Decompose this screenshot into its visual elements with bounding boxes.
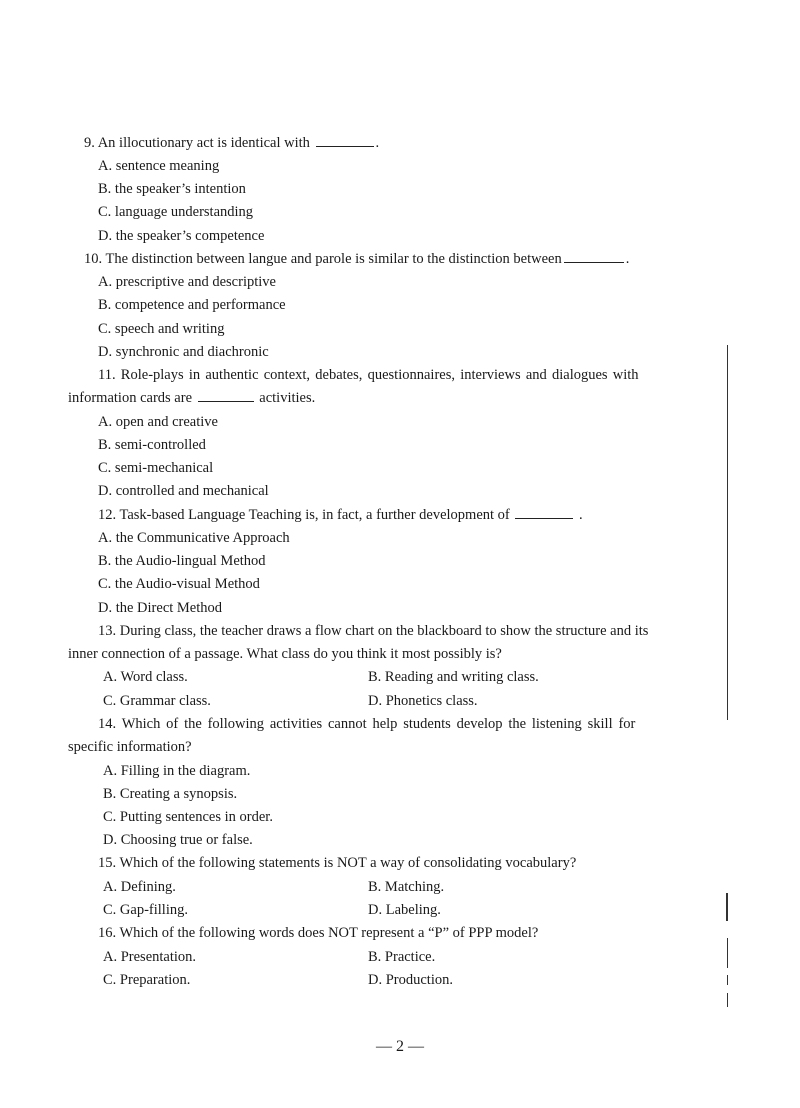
option-9b: B. the speaker’s intention (98, 181, 246, 197)
question-text: information cards are (68, 390, 193, 406)
question-16: 16. Which of the following words does NOT represent a “P” of PPP model? (98, 925, 539, 941)
margin-line (727, 975, 728, 985)
question-11-line1: 11. Role-plays in authentic context, debates, questionnaires, interviews and dialogues with (98, 367, 639, 383)
option-11d: D. controlled and mechanical (98, 483, 269, 499)
option-15b: B. Matching. (368, 879, 445, 895)
punctuation: . (625, 251, 630, 267)
option-16c: C. Preparation. (103, 972, 191, 988)
question-11-line2 (68, 389, 315, 407)
question-text: 9. An illocutionary act is identical with (84, 135, 310, 151)
option-14d: D. Choosing true or false. (103, 832, 253, 848)
punctuation: . (579, 507, 583, 523)
option-11c: C. semi-mechanical (98, 460, 214, 476)
option-13d: D. Phonetics class. (368, 693, 478, 709)
option-12d: D. the Direct Method (98, 600, 223, 616)
margin-line (727, 993, 728, 1007)
option-9d: D. the speaker’s competence (98, 228, 265, 244)
option-11a: A. open and creative (98, 414, 218, 430)
margin-line (726, 893, 728, 921)
question-14-line1: 14. Which of the following activities cannot help students develop the listening skill for (98, 716, 636, 732)
option-14b: B. Creating a synopsis. (103, 786, 238, 802)
option-12a: A. the Communicative Approach (98, 530, 290, 546)
option-16b: B. Practice. (368, 949, 436, 965)
option-14a: A. Filling in the diagram. (103, 763, 251, 779)
question-text: activities. (259, 390, 316, 406)
option-16a: A. Presentation. (103, 949, 197, 965)
option-15c: C. Gap-filling. (103, 902, 188, 918)
answer-blank (316, 134, 374, 147)
question-text: 10. The distinction between langue and parole is similar to the distinction between (84, 251, 562, 267)
answer-blank (198, 389, 254, 402)
option-9c: C. language understanding (98, 204, 254, 220)
question-10 (84, 250, 629, 268)
option-13c: C. Grammar class. (103, 693, 211, 709)
question-text: 12. Task-based Language Teaching is, in fact, a further development of (98, 507, 510, 523)
answer-blank (564, 250, 624, 263)
question-9 (84, 134, 379, 152)
option-10d: D. synchronic and diachronic (98, 344, 269, 360)
option-10a: A. prescriptive and descriptive (98, 274, 276, 290)
question-12 (98, 506, 583, 524)
option-11b: B. semi-controlled (98, 437, 206, 453)
question-15: 15. Which of the following statements is NOT a way of consolidating vocabulary? (98, 855, 577, 871)
option-14c: C. Putting sentences in order. (103, 809, 273, 825)
option-12c: C. the Audio-visual Method (98, 576, 260, 592)
option-16d: D. Production. (368, 972, 453, 988)
punctuation: . (375, 135, 380, 151)
question-13-line2: inner connection of a passage. What class do you think it most possibly is? (68, 646, 502, 662)
option-15a: A. Defining. (103, 879, 176, 895)
option-10b: B. competence and performance (98, 297, 286, 313)
option-10c: C. speech and writing (98, 321, 225, 337)
answer-blank (515, 506, 573, 519)
option-13a: A. Word class. (103, 669, 188, 685)
page-number: — 2 — (376, 1038, 424, 1055)
margin-line (727, 938, 728, 968)
option-9a: A. sentence meaning (98, 158, 220, 174)
option-15d: D. Labeling. (368, 902, 441, 918)
question-14-line2: specific information? (68, 739, 192, 755)
option-12b: B. the Audio-lingual Method (98, 553, 266, 569)
question-13-line1: 13. During class, the teacher draws a flow chart on the blackboard to show the structure and its (98, 623, 649, 639)
option-13b: B. Reading and writing class. (368, 669, 539, 685)
margin-line (727, 345, 728, 720)
